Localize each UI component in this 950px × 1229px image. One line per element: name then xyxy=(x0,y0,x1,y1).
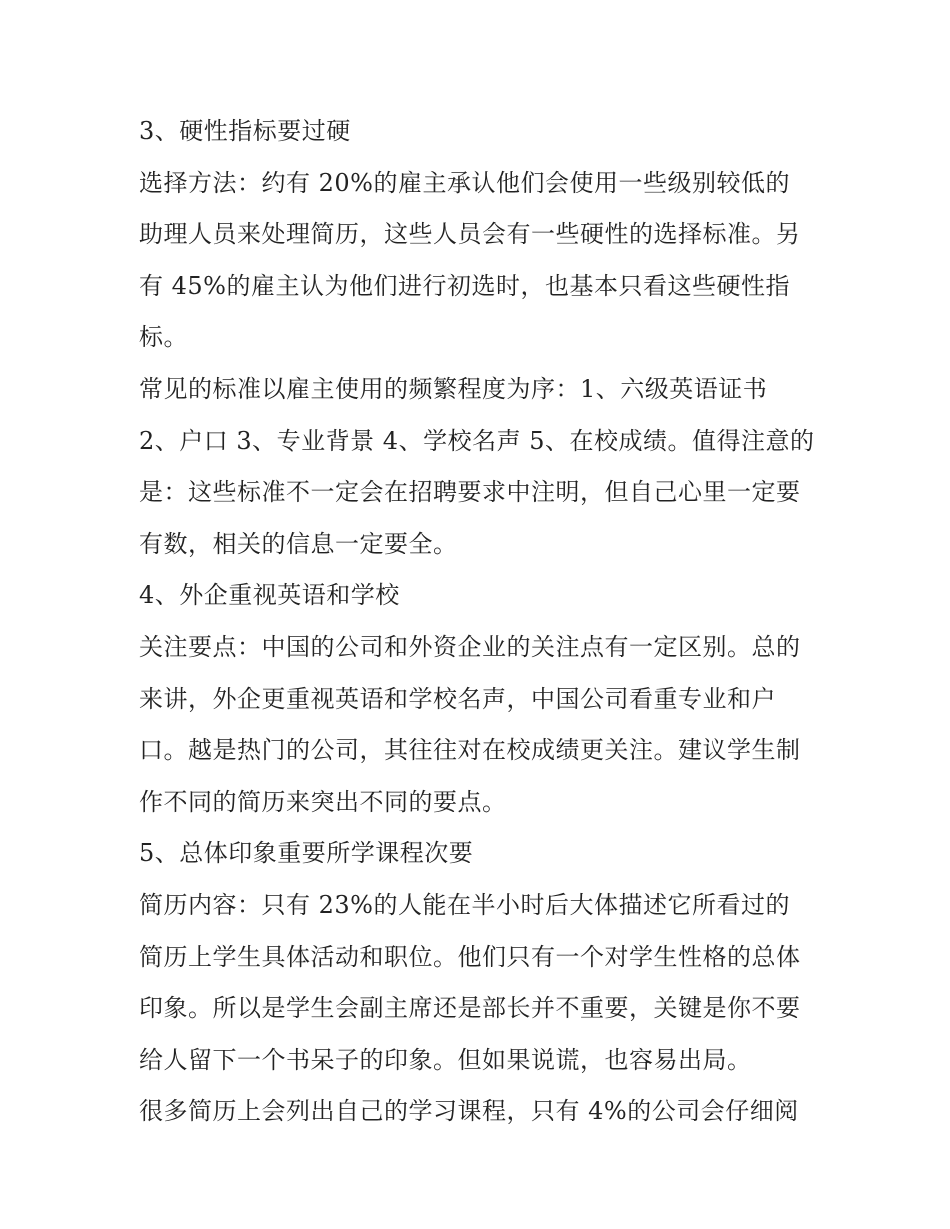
paragraph-line: 2、户口 3、专业背景 4、学校名声 5、在校成绩。值得注意的 xyxy=(139,426,815,455)
heading-foreign-companies: 4、外企重视英语和学校 xyxy=(139,581,400,610)
paragraph-line: 是：这些标准不一定会在招聘要求中注明，但自己心里一定要 xyxy=(139,478,801,507)
paragraph-line: 有数，相关的信息一定要全。 xyxy=(139,529,458,558)
heading-hard-indicators: 3、硬性指标要过硬 xyxy=(139,117,351,145)
heading-overall-impression: 5、总体印象重要所学课程次要 xyxy=(139,839,474,868)
paragraph-line: 印象。所以是学生会副主席还是部长并不重要，关键是你不要 xyxy=(139,994,801,1023)
paragraph-line: 有 45%的雇主认为他们进行初选时，也基本只看这些硬性指 xyxy=(139,271,790,300)
paragraph-line: 来讲，外企更重视英语和学校名声，中国公司看重专业和户 xyxy=(139,684,776,713)
paragraph-line: 口。越是热门的公司，其往往对在校成绩更关注。建议学生制 xyxy=(139,736,801,765)
document-body xyxy=(139,106,819,1138)
paragraph-line: 很多简历上会列出自己的学习课程，只有 4%的公司会仔细阅 xyxy=(139,1097,799,1126)
paragraph-line: 常见的标准以雇主使用的频繁程度为序：1、六级英语证书 xyxy=(139,374,768,403)
paragraph-line: 给人留下一个书呆子的印象。但如果说谎，也容易出局。 xyxy=(139,1045,752,1074)
paragraph-line: 作不同的简历来突出不同的要点。 xyxy=(139,787,507,816)
paragraph-line: 选择方法：约有 20%的雇主承认他们会使用一些级别较低的 xyxy=(139,168,790,197)
paragraph-line: 标。 xyxy=(139,323,188,352)
paragraph-line: 助理人员来处理简历，这些人员会有一些硬性的选择标准。另 xyxy=(139,220,801,249)
paragraph-line: 简历上学生具体活动和职位。他们只有一个对学生性格的总体 xyxy=(139,942,801,971)
paragraph-line: 关注要点：中国的公司和外资企业的关注点有一定区别。总的 xyxy=(139,632,801,661)
paragraph-line: 简历内容：只有 23%的人能在半小时后大体描述它所看过的 xyxy=(139,890,790,919)
